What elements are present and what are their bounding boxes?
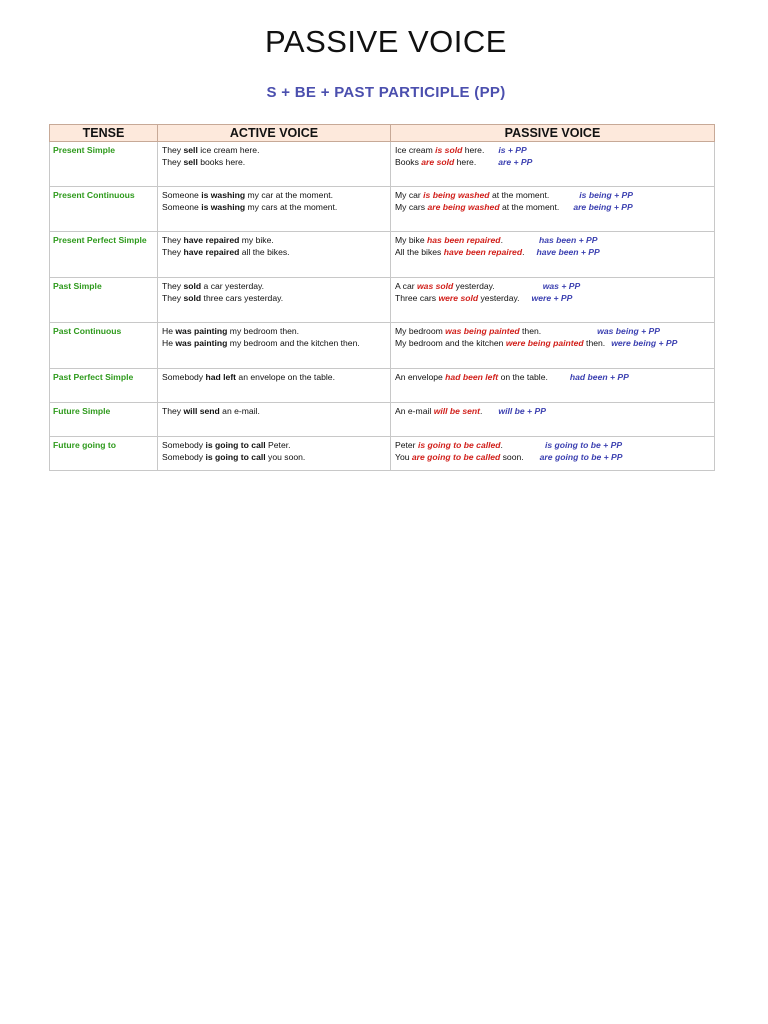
passive-verb: has been repaired [427,235,501,245]
active-sentence [162,202,386,214]
sentence-text: My cars [395,201,428,212]
passive-formula: is being + PP [579,190,634,200]
passive-sentence [395,202,710,214]
passive-sentence [395,372,710,384]
sentence-text: my car at the moment. [245,190,334,200]
sentence-text: They [162,281,184,291]
sentence-text: three cars yesterday. [201,292,284,303]
active-sentence [162,247,386,259]
passive-verb: are going to be called [411,451,501,462]
passive-verb: is going to be called [417,440,501,450]
table-row [50,278,715,323]
sentence-text: They [162,156,184,167]
tense-cell: Past Perfect Simple [50,369,158,403]
sentence-text: on the table. [498,372,548,382]
sentence-text: They [162,145,184,155]
sentence-text: . [480,406,483,416]
sentence-text: Peter. [265,440,291,450]
active-voice-cell [158,278,391,323]
passive-sentence [395,190,710,202]
sentence-text: my cars at the moment. [245,201,338,212]
sentence-text: Somebody [162,451,206,462]
tense-cell: Future Simple [50,403,158,437]
table-row [50,142,715,187]
passive-verb: is sold [435,145,463,155]
sentence-text: Someone [162,201,202,212]
passive-formula: were being + PP [611,337,678,348]
passive-formula: have been + PP [536,246,600,257]
table-row [50,437,715,471]
passive-sentence [395,440,710,452]
sentence-text: He [162,326,176,336]
sentence-text: You [395,451,412,462]
sentence-text: at the moment. [499,201,560,212]
sentence-text: My bedroom [395,326,446,336]
sentence-text: an e-mail. [219,406,260,416]
sentence-text: Somebody [162,440,206,450]
active-voice-cell [158,437,391,471]
active-verb: sell [183,145,198,155]
active-verb: was painting [175,326,228,336]
active-verb: is going to call [205,451,266,462]
active-voice-cell [158,369,391,403]
passive-verb: is being washed [423,190,490,200]
active-sentence [162,281,386,293]
header-passive-voice: PASSIVE VOICE [391,125,715,142]
active-verb: is washing [201,190,246,200]
sentence-text: . [500,440,503,450]
sentence-text: They [162,235,184,245]
sentence-text: A car [395,281,417,291]
passive-sentence [395,293,710,305]
sentence-text: Books [395,156,422,167]
sentence-text: at the moment. [489,190,550,200]
passive-formula: is + PP [498,145,527,155]
active-verb: is going to call [205,440,266,450]
passive-sentence [395,281,710,293]
passive-voice-cell [391,142,715,187]
table-body [50,142,715,471]
passive-formula: will be + PP [498,406,546,416]
passive-verb: will be sent [433,406,481,416]
passive-formula: are going to be + PP [539,451,623,462]
passive-verb: had been left [445,372,499,382]
active-sentence [162,293,386,305]
header-active-voice: ACTIVE VOICE [158,125,391,142]
sentence-text: . [500,235,503,245]
passive-voice-cell [391,278,715,323]
sentence-text: my bedroom and the kitchen then. [227,337,360,348]
active-verb: sell [183,156,198,167]
page-title: PASSIVE VOICE [265,24,507,59]
active-voice-cell [158,403,391,437]
active-verb: will send [183,406,220,416]
passive-verb: are being washed [427,201,500,212]
table-row [50,403,715,437]
passive-voice-cell [391,232,715,278]
active-verb: have repaired [183,235,240,245]
passive-formula: was + PP [542,281,581,291]
sentence-text: all the bikes. [239,246,290,257]
active-verb: sold [183,281,202,291]
passive-formula: has been + PP [538,235,598,245]
sentence-text: yesterday. [453,281,495,291]
passive-voice-cell [391,403,715,437]
active-voice-cell [158,187,391,232]
active-sentence [162,452,386,464]
tense-cell: Present Perfect Simple [50,232,158,278]
sentence-text: you soon. [265,451,306,462]
sentence-text: My bedroom and the kitchen [395,337,506,348]
page-subtitle: S + BE + PAST PARTICIPLE (PP) [266,84,506,101]
passive-formula: are being + PP [573,201,633,212]
active-verb: was painting [175,337,228,348]
sentence-text: Three cars [395,292,439,303]
tense-cell: Present Simple [50,142,158,187]
sentence-text: Ice cream [395,145,436,155]
active-verb: is washing [201,201,246,212]
sentence-text: They [162,292,184,303]
active-sentence [162,440,386,452]
sentence-text: ice cream here. [197,145,260,155]
passive-verb: were sold [438,292,479,303]
passive-voice-cell [391,437,715,471]
active-verb: have repaired [183,246,240,257]
passive-formula: was being + PP [597,326,660,336]
tense-cell: Future going to [50,437,158,471]
sentence-text: books here. [197,156,246,167]
passive-sentence [395,338,710,350]
tense-cell: Present Continuous [50,187,158,232]
passive-sentence [395,145,710,157]
active-voice-cell [158,232,391,278]
sentence-text: They [162,246,184,257]
header-tense: TENSE [50,125,158,142]
sentence-text: An envelope [395,372,446,382]
table-row [50,187,715,232]
passive-sentence [395,247,710,259]
sentence-text: All the bikes [395,246,444,257]
passive-verb: was sold [416,281,454,291]
active-sentence [162,406,386,418]
passive-formula: is going to be + PP [544,440,623,450]
passive-verb: were being painted [505,337,584,348]
passive-voice-table [49,124,715,471]
sentence-text: My car [395,190,424,200]
sentence-text: He [162,337,176,348]
sentence-text: Somebody [162,372,206,382]
sentence-text: an envelope on the table. [236,372,335,382]
passive-formula: are + PP [498,156,533,167]
active-sentence [162,145,386,157]
passive-sentence [395,326,710,338]
sentence-text: Peter [395,440,418,450]
tense-cell: Past Simple [50,278,158,323]
active-verb: sold [183,292,202,303]
passive-sentence [395,406,710,418]
passive-verb: are sold [421,156,455,167]
sentence-text: Someone [162,190,202,200]
passive-verb: was being painted [445,326,520,336]
tense-cell: Past Continuous [50,323,158,369]
header-row [50,125,715,142]
active-sentence [162,190,386,202]
active-voice-cell [158,323,391,369]
passive-sentence [395,452,710,464]
active-sentence [162,326,386,338]
active-sentence [162,338,386,350]
table-row [50,369,715,403]
sentence-text: here. [462,145,485,155]
passive-formula: had been + PP [569,372,629,382]
table-row [50,323,715,369]
active-verb: had left [205,372,237,382]
sentence-text: my bedroom then. [227,326,300,336]
active-sentence [162,157,386,169]
table-row [50,232,715,278]
active-voice-cell [158,142,391,187]
sentence-text: yesterday. [478,292,520,303]
sentence-text: My bike [395,235,427,245]
passive-verb: have been repaired [443,246,523,257]
sentence-text: then. [519,326,542,336]
passive-voice-cell [391,187,715,232]
active-sentence [162,235,386,247]
sentence-text: then. [583,337,606,348]
sentence-text: here. [454,156,477,167]
passive-voice-cell [391,369,715,403]
sentence-text: a car yesterday. [201,281,265,291]
active-sentence [162,372,386,384]
sentence-text: They [162,406,184,416]
sentence-text: . [522,246,525,257]
passive-voice-cell [391,323,715,369]
passive-sentence [395,235,710,247]
sentence-text: soon. [500,451,524,462]
passive-sentence [395,157,710,169]
sentence-text: my bike. [239,235,274,245]
passive-formula: were + PP [531,292,573,303]
sentence-text: An e-mail [395,406,434,416]
